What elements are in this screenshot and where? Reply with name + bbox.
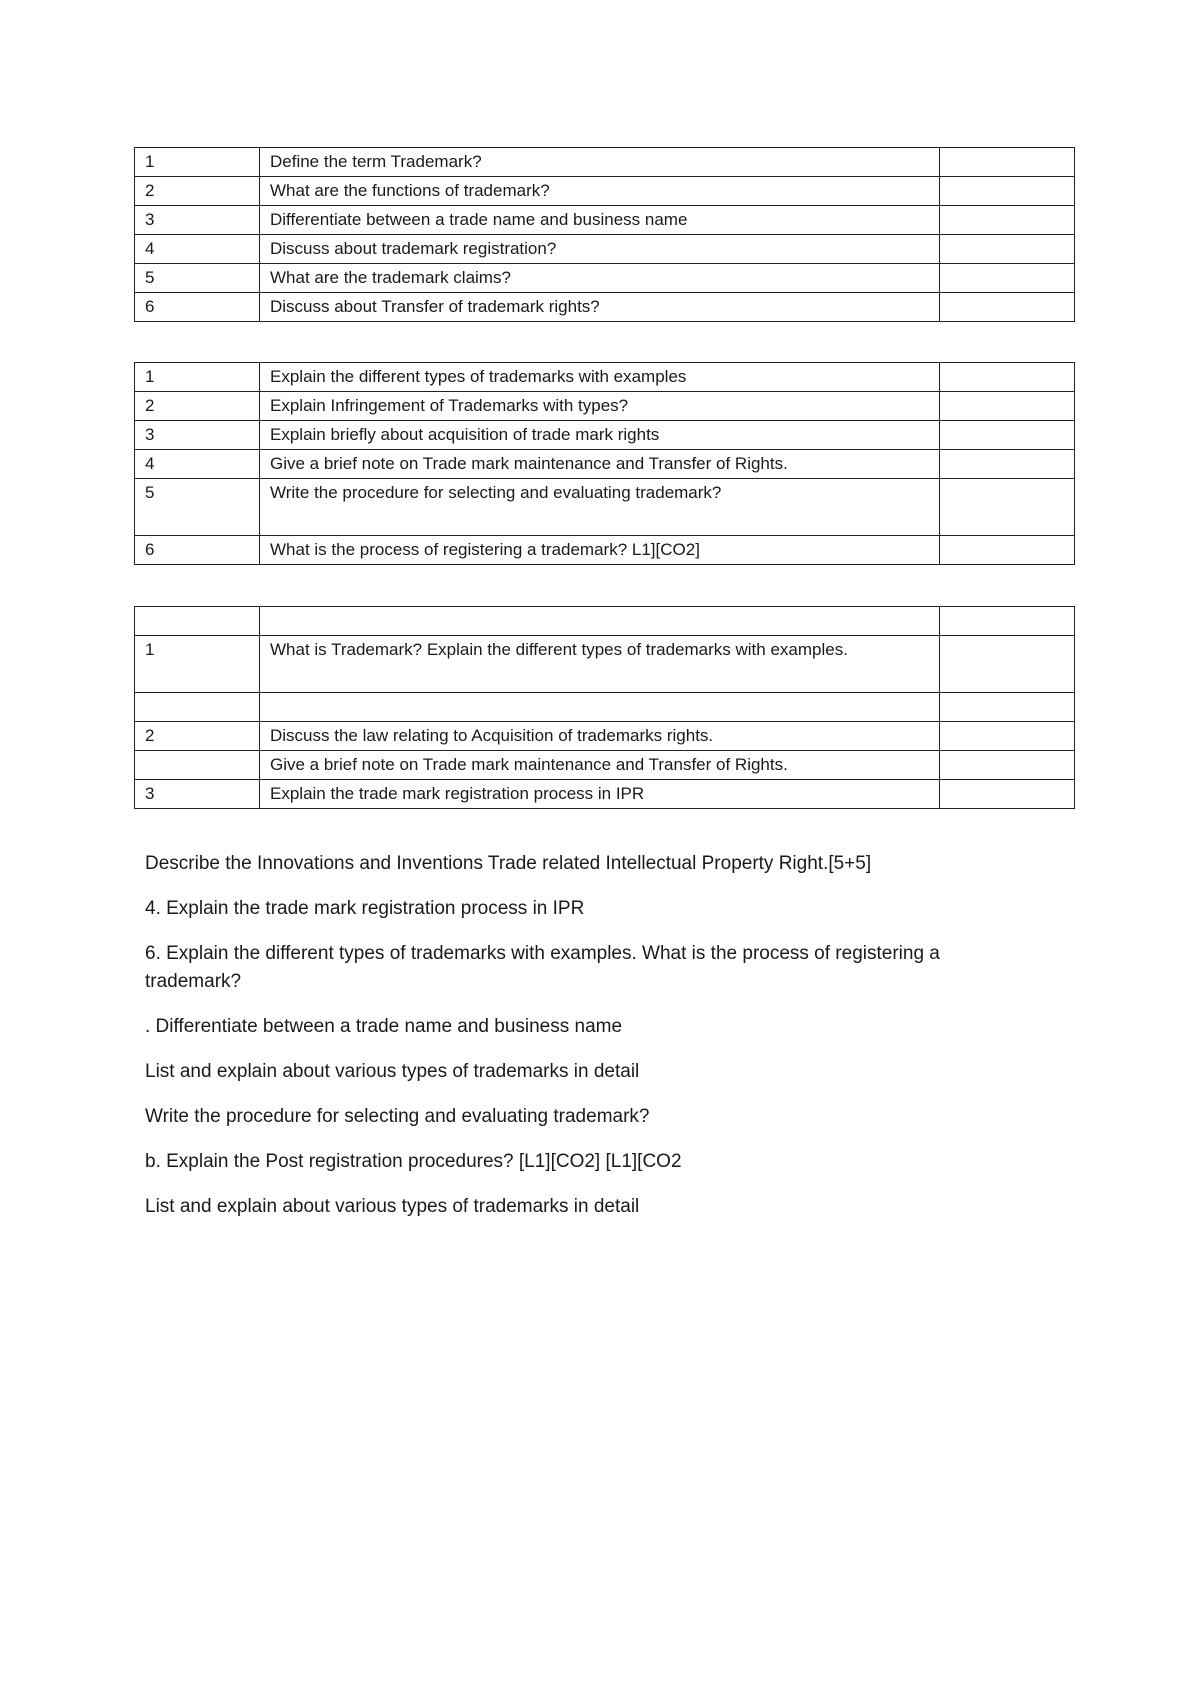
marks-cell [940, 607, 1075, 636]
question-text: Discuss about trademark registration? [260, 235, 940, 264]
question-text: Differentiate between a trade name and business name [260, 206, 940, 235]
marks-cell [940, 722, 1075, 751]
question-paragraphs [145, 850, 1025, 1238]
marks-cell [940, 421, 1075, 450]
table-row [135, 421, 1075, 450]
paragraph: 6. Explain the different types of trademarks with examples. What is the process of registering a trademark? [145, 943, 940, 992]
marks-cell [940, 206, 1075, 235]
question-text: Define the term Trademark? [260, 148, 940, 177]
question-text: Explain briefly about acquisition of trade mark rights [260, 421, 940, 450]
question-table-3 [134, 606, 1075, 809]
question-number [135, 693, 260, 722]
question-number: 2 [135, 722, 260, 751]
question-table-2 [134, 362, 1075, 565]
paragraph: . Differentiate between a trade name and business name [145, 1016, 623, 1037]
question-number: 6 [135, 536, 260, 565]
question-number: 3 [135, 421, 260, 450]
question-table-1 [134, 147, 1075, 322]
marks-cell [940, 479, 1075, 536]
marks-cell [940, 751, 1075, 780]
question-number: 3 [135, 206, 260, 235]
question-number: 3 [135, 780, 260, 809]
paragraph: Write the procedure for selecting and evaluating trademark? [145, 1106, 650, 1127]
question-number: 5 [135, 479, 260, 536]
table-row [135, 148, 1075, 177]
question-text: Explain the different types of trademarks with examples [260, 363, 940, 392]
table-row [135, 751, 1075, 780]
table-row [135, 293, 1075, 322]
question-text: Explain the trade mark registration process in IPR [260, 780, 940, 809]
table-row [135, 636, 1075, 693]
marks-cell [940, 636, 1075, 693]
question-number: 4 [135, 235, 260, 264]
table-row [135, 206, 1075, 235]
table-row [135, 536, 1075, 565]
question-number: 4 [135, 450, 260, 479]
table-row [135, 607, 1075, 636]
question-number: 6 [135, 293, 260, 322]
paragraph: b. Explain the Post registration procedures? [L1][CO2] [L1][CO2 [145, 1151, 682, 1172]
marks-cell [940, 148, 1075, 177]
question-number: 1 [135, 363, 260, 392]
question-text: Give a brief note on Trade mark maintenance and Transfer of Rights. [260, 450, 940, 479]
table-row [135, 450, 1075, 479]
marks-cell [940, 693, 1075, 722]
question-text: What are the trademark claims? [260, 264, 940, 293]
question-number: 5 [135, 264, 260, 293]
table-row [135, 693, 1075, 722]
question-text: What is Trademark? Explain the different types of trademarks with examples. [260, 636, 940, 693]
question-number [135, 751, 260, 780]
table-row [135, 479, 1075, 536]
table-row [135, 722, 1075, 751]
table-row [135, 392, 1075, 421]
paragraph: List and explain about various types of trademarks in detail [145, 1061, 640, 1082]
question-text: Explain Infringement of Trademarks with types? [260, 392, 940, 421]
table-row [135, 235, 1075, 264]
marks-cell [940, 363, 1075, 392]
question-text [260, 607, 940, 636]
question-number: 2 [135, 392, 260, 421]
marks-cell [940, 177, 1075, 206]
question-number [135, 607, 260, 636]
marks-cell [940, 780, 1075, 809]
marks-cell [940, 293, 1075, 322]
question-text: Discuss about Transfer of trademark rights? [260, 293, 940, 322]
question-number: 1 [135, 636, 260, 693]
paragraph: Describe the Innovations and Inventions Trade related Intellectual Property Right.[5+5] [145, 853, 872, 874]
marks-cell [940, 235, 1075, 264]
table-row [135, 780, 1075, 809]
table-row [135, 264, 1075, 293]
paragraph: List and explain about various types of trademarks in detail [145, 1196, 640, 1217]
question-text: What is the process of registering a trademark? L1][CO2] [260, 536, 940, 565]
marks-cell [940, 264, 1075, 293]
paragraph: 4. Explain the trade mark registration process in IPR [145, 898, 585, 919]
question-text: Discuss the law relating to Acquisition of trademarks rights. [260, 722, 940, 751]
question-number: 1 [135, 148, 260, 177]
table-row [135, 363, 1075, 392]
marks-cell [940, 536, 1075, 565]
question-text: What are the functions of trademark? [260, 177, 940, 206]
question-text: Give a brief note on Trade mark maintenance and Transfer of Rights. [260, 751, 940, 780]
question-text: Write the procedure for selecting and evaluating trademark? [260, 479, 940, 536]
table-row [135, 177, 1075, 206]
question-text [260, 693, 940, 722]
question-number: 2 [135, 177, 260, 206]
marks-cell [940, 450, 1075, 479]
marks-cell [940, 392, 1075, 421]
